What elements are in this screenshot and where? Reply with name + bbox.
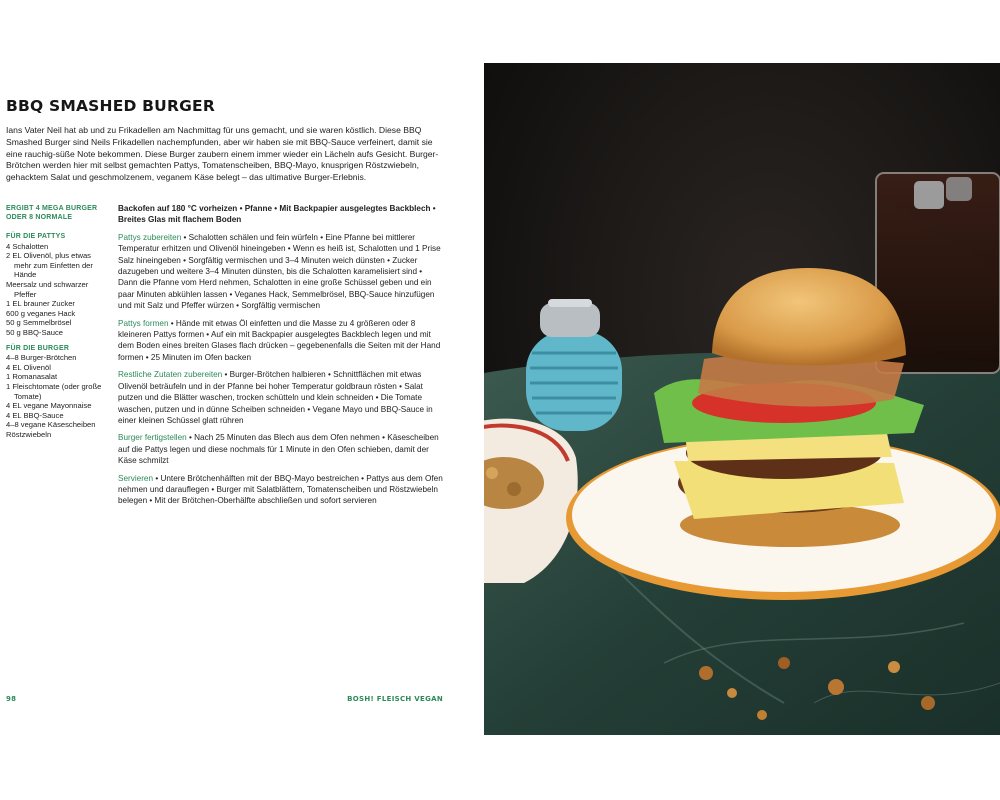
ingredient-item: Röstzwiebeln [6, 429, 52, 439]
recipe-intro: Ians Vater Neil hat ab und zu Frikadellen am Nachmittag für uns gemacht, und sie waren köstlich. Diese BBQ Smashed Burger sind Neils Frikadellen nachempfunden, aber wir haben sie mit BBQ-Sauce verfeinert, damit sie eine rauchig-süße Note bekommen. Diese Burger zaubern einem immer wieder ein Lächeln aufs Gesicht. Burger-Brötchen werden hier mit selbst gemachten Pattys, Tomatenscheiben, BBQ-Mayo, knusprigen Röstzwiebeln, gehacktem Salat und geschmolzenem, veganem Käse belegt – das ultimative Burger-Erlebnis. [6, 125, 439, 183]
step-text: • Schalotten schälen und fein würfeln • Eine Pfanne bei mittlerer Temperatur erhitzen und Olivenöl hineingeben • Wenn es heiß ist, Schalotten und 1 Prise Salz hineingeben • Sorgfältig vermischen und 3–4 Minuten weich dünsten • Zucker dazugeben und weitere 3–4 Minuten dünsten, bis die Schalotten karamelisiert sind • Dann die Pfanne vom Herd nehmen, Schalotten in eine große Schüssel geben und ein paar Minuten abkühlen lassen • Veganes Hack, Semmelbrösel, BBQ-Sauce hinzufügen und mit Salz und Pfeffer würzen • Sorgfältig vermischen [118, 232, 441, 311]
page-number: 98 [6, 695, 17, 703]
method-step [118, 232, 444, 312]
step-title: Restliche Zutaten zubereiten [118, 370, 223, 380]
ingredient-item: 4 EL BBQ-Sauce [6, 410, 64, 420]
ingredient-item: 4 Schalotten [6, 241, 49, 251]
step-title: Burger fertigstellen [118, 433, 187, 443]
method-step [118, 318, 444, 364]
method-step [118, 369, 444, 426]
ingredient-item: Meersalz und schwarzer Pfeffer [6, 279, 89, 299]
burger-photo [484, 63, 1000, 735]
running-footer: BOSH! FLEISCH VEGAN [347, 695, 443, 703]
method-step [118, 473, 444, 507]
ingredient-item: 4–8 Burger-Brötchen [6, 353, 77, 363]
recipe-title: BBQ SMASHED BURGER [6, 97, 215, 115]
ingredient-item: 4 EL vegane Mayonnaise [6, 401, 92, 411]
step-text: • Burger-Brötchen halbieren • Schnittflächen mit etwas Olivenöl beträufeln und in der Pfanne bei hoher Temperatur goldbraun rösten • Salat putzen und die Blätter waschen, trocken schütteln und klein schneiden • Die Tomate waschen, putzen und in dünne Scheiben schneiden • Vegane Mayo und BBQ-Sauce in einer kleinen Schüssel glatt rühren [118, 370, 433, 425]
method-column [118, 203, 444, 513]
ingredient-item: 1 EL brauner Zucker [6, 299, 75, 309]
ingredient-group-heading: FÜR DIE PATTYS [6, 233, 66, 240]
ingredient-item: 600 g veganes Hack [6, 308, 76, 318]
ingredient-group-heading: FÜR DIE BURGER [6, 344, 70, 352]
ingredient-item: 4–8 vegane Käsescheiben [6, 420, 96, 430]
prep-notes: Backofen auf 180 °C vorheizen • Pfanne • Mit Backpapier ausgelegtes Backblech • Breites Glas mit flachem Boden [118, 204, 436, 225]
step-text: • Untere Brötchenhälften mit der BBQ-Mayo bestreichen • Pattys aus dem Ofen nehmen und darauflegen • Burger mit Salatblättern, Tomatenscheiben und Röstzwiebeln belegen • Mit der Brötchen-Oberhälfte abschließen und sofort servieren [118, 473, 443, 506]
step-title: Pattys zubereiten [118, 232, 182, 242]
ingredient-item: 1 Romanasalat [6, 372, 58, 382]
yield-label: ERGIBT 4 MEGA BURGER ODER 8 NORMALE [6, 205, 98, 221]
ingredient-item: 2 EL Olivenöl, plus etwas mehr zum Einfetten der Hände [6, 251, 93, 280]
step-text: • Nach 25 Minuten das Blech aus dem Ofen nehmen • Käsescheiben auf die Pattys legen und diese nochmals für 1 Minute in den Ofen schieben, damit der Käse schmilzt [118, 433, 439, 466]
ingredient-item: 1 Fleischtomate (oder große Tomate) [6, 381, 102, 401]
ingredient-item: 50 g Semmelbrösel [6, 318, 72, 328]
recipe-page [0, 63, 484, 735]
step-title: Servieren [118, 473, 154, 483]
step-title: Pattys formen [118, 318, 169, 328]
ingredients-column [6, 204, 110, 439]
method-step [118, 432, 444, 466]
ingredient-item: 50 g BBQ-Sauce [6, 327, 63, 337]
step-text: • Hände mit etwas Öl einfetten und die Masse zu 4 größeren oder 8 kleineren Pattys formen • Auf ein mit Backpapier ausgelegtes Backblech legen und mit dem Boden eines breiten Glases flach drücken – gegebenenfalls die Seiten mit der Hand formen • 25 Minuten im Ofen backen [118, 318, 441, 362]
ingredient-item: 4 EL Olivenöl [6, 362, 51, 372]
